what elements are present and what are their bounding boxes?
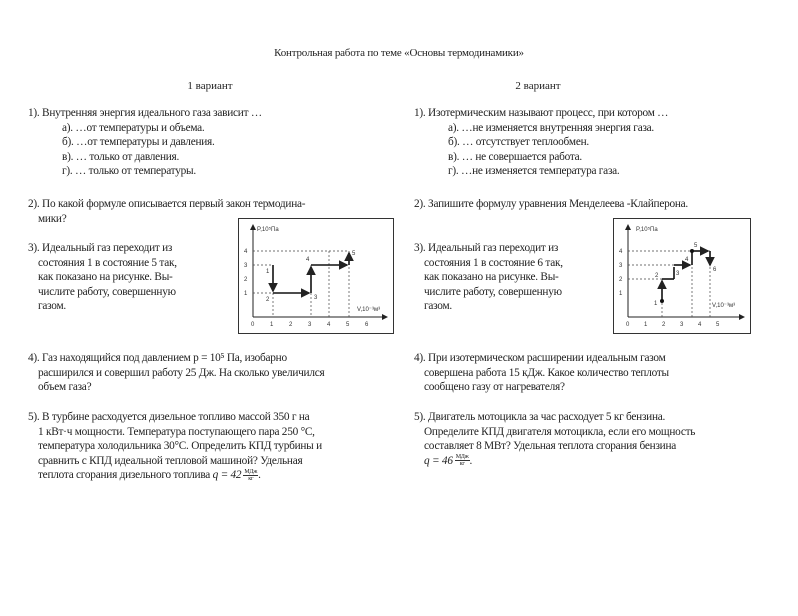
x-tick: 4 (698, 322, 702, 328)
state-label: 1 (654, 301, 658, 307)
pv-diagram (239, 219, 393, 333)
question-line: Определите КПД двигателя мотоцикла, если его мощность (424, 425, 696, 438)
state-label: 6 (713, 267, 717, 273)
x-tick: 3 (680, 322, 684, 328)
question-line: составляет 8 МВт? Удельная теплота сгорания бензина (424, 440, 677, 452)
x-tick: 5 (716, 322, 720, 328)
v1-question-4 (28, 351, 324, 395)
v1-pv-graph (238, 218, 394, 334)
process-path (273, 253, 349, 293)
y-axis-label: P,10⁵Па (257, 227, 279, 233)
answer-option-b: б). …от температуры и давления. (62, 136, 215, 148)
y-tick: 3 (619, 263, 623, 269)
formula: q = 42 (212, 469, 242, 481)
question-line: 3). Идеальный газ переходит из (28, 242, 173, 254)
question-line: газом. (424, 300, 452, 312)
x-tick: 0 (626, 322, 630, 328)
state-label: 2 (655, 273, 659, 279)
question-line: расширился и совершил работу 25 Дж. На сколько увеличился (38, 366, 325, 379)
v2-question-4 (414, 351, 669, 395)
question-line: температура холодильника 30°C. Определить КПД турбины и (38, 440, 322, 452)
variant-2-heading: 2 вариант (515, 80, 561, 92)
v2-pv-graph (613, 218, 751, 334)
question-line: q = 46 $\frac{\text{МДж}}{кг}$ . (424, 454, 473, 468)
state-label: 5 (352, 251, 356, 257)
y-tick: 4 (619, 249, 623, 255)
v2-question-1 (414, 106, 668, 179)
question-line: 2). Запишите формулу уравнения Менделеева -Клайперона. (414, 198, 689, 210)
state-label: 4 (306, 257, 310, 263)
question-line: теплота сгорания дизельного топлива q = 42 $\frac{\text{МДж}}{кг}$ . (38, 468, 261, 482)
question-line: 5). Двигатель мотоцикла за час расходует 5 кг бензина. (414, 411, 666, 423)
answer-option-a: а). …не изменяется внутренняя энергия газа. (448, 121, 655, 134)
x-axis-label: V,10⁻³м³ (712, 303, 736, 309)
y-axis-label: P,10⁵Па (636, 227, 658, 233)
question-line: 3). Идеальный газ переходит из (414, 242, 559, 254)
question-line: состояния 1 в состояние 5 так, (38, 256, 177, 269)
answer-option-d: г). … только от температуры. (62, 165, 196, 177)
pv-diagram (614, 219, 750, 333)
state-label: 4 (685, 257, 689, 263)
formula: q = 46 (424, 454, 453, 467)
state-label: 3 (314, 295, 318, 301)
x-tick: 1 (270, 322, 274, 328)
x-tick: 2 (662, 322, 666, 328)
question-text: теплота сгорания дизельного топлива (38, 469, 211, 481)
x-tick: 2 (289, 322, 293, 328)
question-line: объем газа? (38, 381, 92, 393)
question-line: 5). В турбине расходуется дизельное топливо массой 350 г на (28, 411, 310, 423)
question-line: мики? (38, 212, 67, 225)
question-line: 4). При изотермическом расширении идеальным газом (414, 352, 666, 364)
question-line: числите работу, совершенную (424, 285, 562, 298)
unit-fraction: $\frac{\text{МДж}}{кг}$ (455, 454, 469, 468)
guide-lines (253, 251, 349, 317)
question-text: 1). Изотермическим называют процесс, при котором … (414, 107, 669, 119)
question-line: как показано на рисунке. Вы- (424, 271, 559, 283)
question-line: числите работу, совершенную (38, 285, 176, 298)
question-line: 2). По какой формуле описывается первый закон термодина- (28, 198, 306, 210)
question-line: сообщено газу от нагревателя? (424, 381, 565, 393)
question-line: газом. (38, 300, 66, 312)
question-line: совершена работа 15 кДж. Какое количество теплоты (424, 366, 669, 379)
x-tick: 6 (365, 322, 369, 328)
question-line: сравнить с КПД идеальной тепловой машиной? Удельная (38, 454, 303, 467)
state-label: 1 (266, 269, 270, 275)
x-tick: 5 (346, 322, 350, 328)
y-tick: 2 (619, 277, 623, 283)
v1-question-1 (28, 106, 262, 179)
question-line: 4). Газ находящийся под давлением p = 10⁵ Па, изобарно (28, 352, 287, 364)
answer-option-c: в). … не совершается работа. (448, 150, 583, 163)
variant-1-heading: 1 вариант (187, 80, 233, 92)
state-point (660, 299, 664, 303)
x-tick: 4 (327, 322, 331, 328)
v2-question-3 (414, 241, 563, 314)
y-tick: 4 (244, 249, 248, 255)
y-tick: 3 (244, 263, 248, 269)
answer-option-c: в). … только от давления. (62, 150, 180, 163)
answer-option-d: г). …не изменяется температура газа. (448, 165, 620, 177)
y-tick: 1 (619, 291, 623, 297)
answer-option-b: б). … отсутствует теплообмен. (448, 136, 589, 148)
y-tick: 1 (244, 291, 248, 297)
x-tick: 0 (251, 322, 255, 328)
question-line: 1 кВт·ч мощности. Температура поступающего пара 250 °C, (38, 425, 315, 438)
x-tick: 1 (644, 322, 648, 328)
v2-question-5 (414, 410, 695, 468)
x-tick: 3 (308, 322, 312, 328)
state-label: 5 (694, 243, 698, 249)
page-title: Контрольная работа по теме «Основы термодинамики» (274, 47, 524, 59)
v1-question-3 (28, 241, 177, 314)
state-label: 2 (266, 297, 270, 303)
state-label: 3 (676, 271, 680, 277)
question-line: как показано на рисунке. Вы- (38, 271, 173, 283)
state-point (690, 249, 694, 253)
answer-option-a: а). …от температуры и объема. (62, 121, 205, 134)
question-line: состояния 1 в состояние 6 так, (424, 256, 563, 269)
question-text: 1). Внутренняя энергия идеального газа зависит … (28, 107, 262, 119)
unit-fraction: $\frac{\text{МДж}}{кг}$ (244, 468, 258, 482)
guide-lines (628, 251, 710, 317)
v1-question-5 (28, 410, 322, 483)
y-tick: 2 (244, 277, 248, 283)
v2-question-2 (414, 197, 688, 212)
x-axis-label: V,10⁻³м³ (357, 307, 381, 313)
